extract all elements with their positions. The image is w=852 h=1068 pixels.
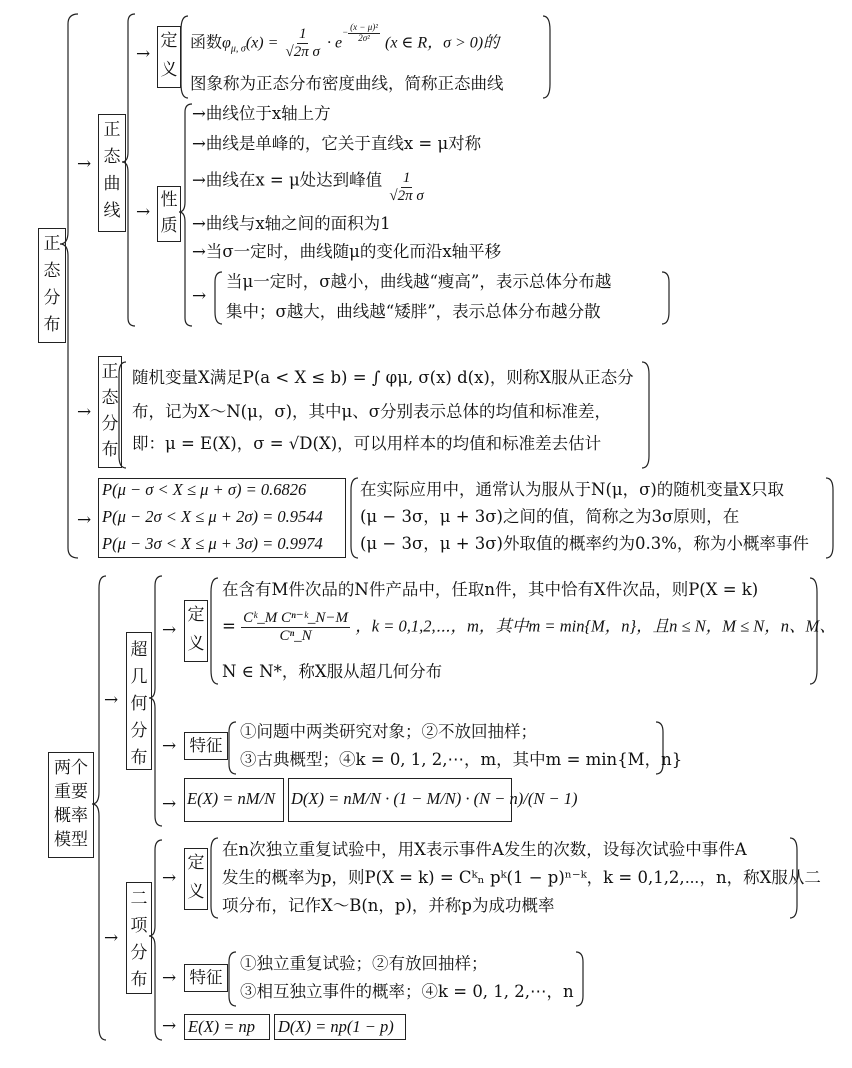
binom-def-label-box: [184, 848, 208, 910]
hyper-feature-label-box: [184, 732, 228, 760]
binom-feature-line2: ③相互独立事件的概率；④k = 0, 1, 2,⋯，n: [240, 982, 574, 1001]
prob-row-1: P(μ − 2σ < X ≤ μ + 2σ) = 0.9544: [102, 507, 323, 526]
curve-title-box: [98, 114, 126, 232]
property-item-1: →曲线是单峰的，它关于直线x = μ对称: [192, 134, 482, 153]
models-title: 两个重要概率模型: [54, 758, 88, 850]
binom-ex-formula: E(X) = np: [188, 1017, 256, 1036]
prob-row-2: P(μ − 3σ < X ≤ μ + 3σ) = 0.9974: [102, 534, 323, 553]
three-sigma-line2: (μ − 3σ，μ + 3σ)之间的值，简称之为3σ原则，在: [360, 507, 740, 526]
definition-line2: 图象称为正态分布密度曲线，简称正态曲线: [190, 74, 504, 93]
definition-label: 定义: [160, 31, 178, 80]
hyper-ex-box: [184, 778, 284, 822]
arrow-to-curve: →: [77, 154, 92, 174]
hyper-var-formula: D(X) = nM/N · (1 − M/N) · (N − n)/(N − 1): [291, 789, 578, 808]
peak-fraction: $\frac{1}{\text{√2π σ}}$: [389, 170, 424, 204]
paren-binom-feature-right: [576, 952, 583, 1006]
hyper-def-line2: = $\frac{\text{Cᵏ\_M Cⁿ⁻ᵏ\_N−M}}{\text{Cⁿ\_N}}$ ，k = 0,1,2,⋯，m，其中m = min{M，n}，且n ≤ N，M ≤ N，n、M、: [222, 610, 836, 644]
hyper-ex-formula: E(X) = nM/N: [187, 789, 276, 808]
arrow-to-hyper-def: →: [162, 620, 177, 640]
dist-line2: 布，记为X～N(μ，σ)，其中μ、σ分别表示总体的均值和标准差，: [132, 402, 612, 421]
paren-mu-fixed-right: [662, 272, 669, 324]
three-sigma-line1: 在实际应用中，通常认为服从于N(μ，σ)的随机变量X只取: [360, 480, 785, 499]
paren-binom-feature: [229, 952, 236, 1006]
normal-title: 正态分布: [43, 234, 61, 335]
binom-ex-box: [184, 1014, 270, 1040]
dist-label: 正态分布: [101, 362, 119, 460]
properties-label: 性质: [160, 190, 178, 236]
arrow-to-definition: →: [136, 44, 151, 64]
arrow-to-prob: →: [77, 510, 92, 530]
prob-row-0: P(μ − σ < X ≤ μ + σ) = 0.6826: [102, 480, 307, 499]
definition-fraction: $\frac{1}{\text{√2π σ}}$: [285, 26, 320, 60]
binom-feature-label: 特征: [189, 968, 223, 987]
arrow-to-hyper: →: [104, 690, 119, 710]
arrow-to-binom-feature: →: [162, 968, 177, 988]
mu-fixed-line1: 当μ一定时，σ越小，曲线越“瘦高”，表示总体分布越: [226, 272, 612, 291]
binom-var-formula: D(X) = np(1 − p): [278, 1017, 394, 1036]
paren-three-sigma-right: [826, 478, 833, 558]
hyper-def-line3: N ∈ N*，称X服从超几何分布: [222, 662, 443, 681]
arrow-to-hyper-ex: →: [162, 794, 177, 814]
models-title-box: [48, 752, 94, 858]
hyper-feature-label: 特征: [189, 736, 223, 755]
dist-line1: 随机变量X满足P(a < X ≤ b) = ∫ φμ, σ(x) d(x)，则称X服从正态分: [132, 368, 634, 387]
hyper-var-box: [288, 778, 578, 822]
binom-title: 二项分布: [130, 889, 148, 990]
definition-label-box: [157, 26, 181, 88]
paren-mu-fixed: [215, 272, 222, 324]
arrow-to-binom: →: [104, 928, 119, 948]
three-sigma-line3: (μ − 3σ，μ + 3σ)外取值的概率约为0.3%，称为小概率事件: [360, 534, 809, 553]
binom-def-line2: 发生的概率为p，则P(X = k) = Cᵏₙ pᵏ(1 − p)ⁿ⁻ᵏ，k = 0,1,2,⋯，n，称X服从二: [222, 868, 821, 887]
hyper-title-box: [126, 632, 152, 770]
hyper-title: 超几何分布: [130, 640, 148, 768]
binom-var-box: [274, 1014, 406, 1040]
hyper-def-line1: 在含有M件次品的N件产品中，任取n件，其中恰有X件次品，则P(X = k): [222, 580, 759, 599]
dist-line3: 即：μ = E(X)，σ = √D(X)，可以用样本的均值和标准差去估计: [132, 434, 602, 453]
paren-binom-def: [211, 838, 218, 918]
binom-def-line1: 在n次独立重复试验中，用X表示事件A发生的次数，设每次试验中事件A: [222, 840, 747, 859]
property-item-4: →当σ一定时，曲线随μ的变化而沿x轴平移: [192, 242, 502, 261]
hyper-def-label-box: [184, 600, 208, 662]
property-item-3: →曲线与x轴之间的面积为1: [192, 214, 391, 233]
arrow-to-properties: →: [136, 202, 151, 222]
paren-hyper-def: [211, 578, 218, 684]
binom-title-box: [126, 882, 152, 994]
arrow-to-binom-ex: →: [162, 1016, 177, 1036]
paren-definition: [181, 16, 188, 98]
normal-title-box: [38, 228, 66, 343]
binom-def-line3: 项分布，记作X～B(n，p)，并称p为成功概率: [222, 896, 555, 915]
paren-definition-right: [543, 16, 550, 98]
arrow-to-dist: →: [77, 402, 92, 422]
property-item-2: →曲线在x = μ处达到峰值 $\frac{1}{\text{√2π σ}}$: [192, 170, 424, 204]
arrow-to-mu-fixed: →: [192, 286, 207, 306]
hyper-fraction: $\frac{\text{Cᵏ\_M Cⁿ⁻ᵏ\_N−M}}{\text{Cⁿ\_N}}$: [243, 610, 349, 644]
brace-models: [92, 576, 106, 1040]
properties-label-box: [157, 186, 181, 242]
dist-label-box: [98, 356, 122, 468]
hyper-feature-line2: ③古典概型；④k = 0, 1, 2,⋯，m，其中m = min{M，n}: [240, 750, 683, 769]
binom-def-label: 定义: [187, 853, 205, 902]
definition-line1: 函数$\varphi_{\mu, \sigma}(x)$ = $\frac{1}{\text{√2π σ}}$ · $e^{- \frac{\text{(x − μ)²}}{\text{2σ²}}}$ (x ∈ R，σ > 0)的: [190, 21, 500, 60]
binom-feature-label-box: [184, 964, 228, 992]
hyper-def-label: 定义: [187, 605, 205, 654]
mu-fixed-line2: 集中；σ越大，曲线越“矮胖”，表示总体分布越分散: [226, 302, 601, 321]
binom-feature-line1: ①独立重复试验；②有放回抽样；: [240, 954, 488, 973]
curve-title: 正态曲线: [103, 120, 121, 221]
arrow-to-binom-def: →: [162, 868, 177, 888]
paren-three-sigma: [351, 478, 358, 558]
hyper-feature-line1: ①问题中两类研究对象；②不放回抽样；: [240, 722, 537, 741]
arrow-to-hyper-feature: →: [162, 736, 177, 756]
paren-dist-right: [642, 362, 649, 468]
paren-hyper-feature: [229, 722, 236, 774]
property-item-0: →曲线位于x轴上方: [192, 104, 331, 123]
